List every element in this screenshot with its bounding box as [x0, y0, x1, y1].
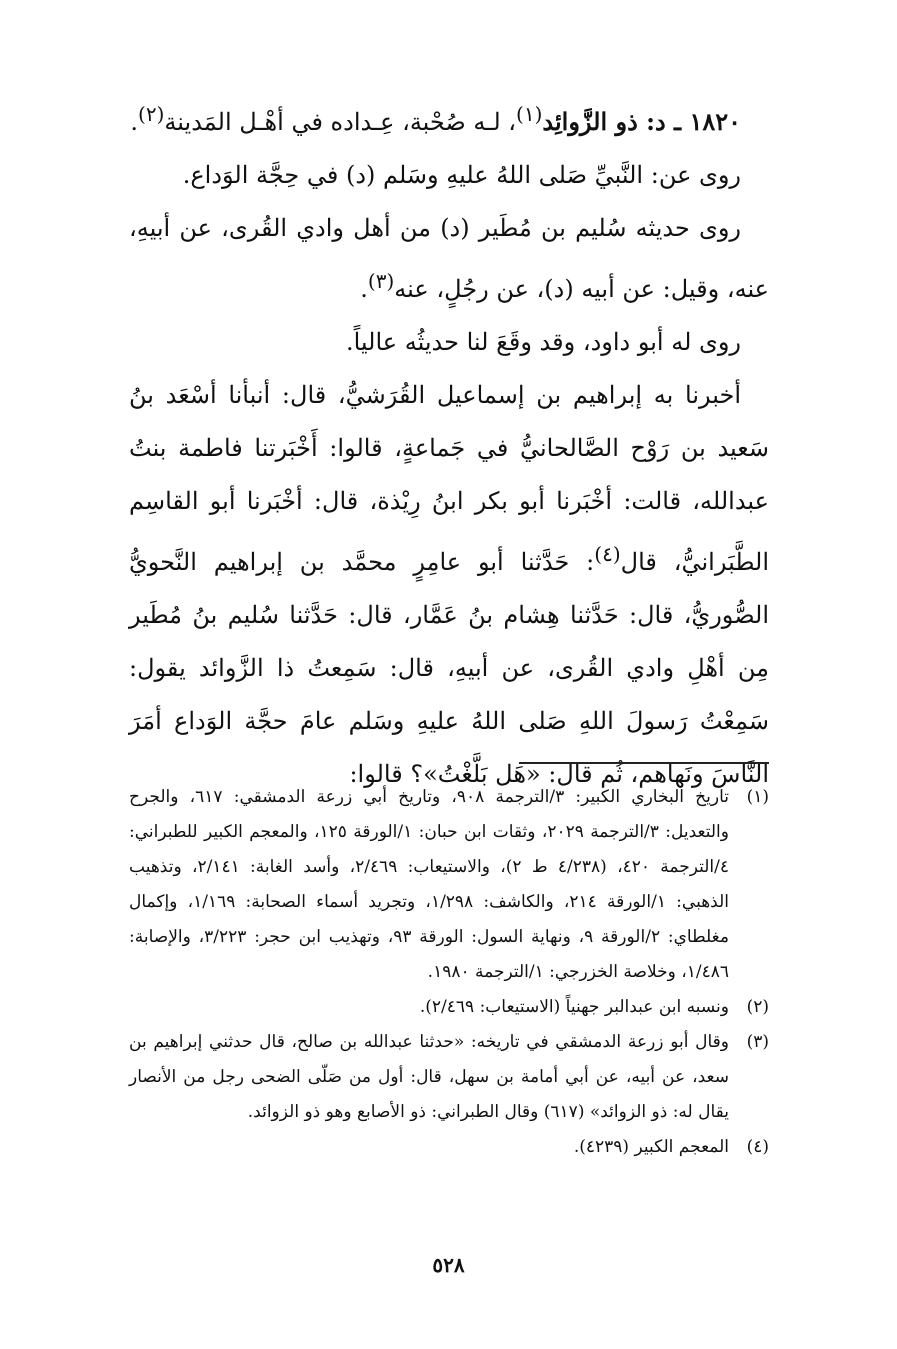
footnote-number: (١): [746, 787, 769, 807]
entry-heading: ١٨٢٠ ـ د: ذو الزَّوائِد: [542, 107, 741, 136]
footnote-text: ونسبه ابن عبدالبر جهنياً (الاستيعاب: ٢/٤٦٩).: [419, 997, 729, 1017]
footnote-text: تاريخ البخاري الكبير: ٣/الترجمة ٩٠٨، وتاريخ أبي زرعة الدمشقي: ٦١٧، والجرح والتعديل: ٣/الترجمة ٢٠٢٩، وثقات ابن حبان: ١/الورقة ١٢٥، والمعجم الكبير للطبراني: ٤/الترجمة ٤٢٠، (٤/٢٣٨ ط ٢)، والاستيعاب: ٢/٤٦٩، وأسد الغابة: ٢/١٤١، وتذهيب الذهبي: ١/الورقة ٢١٤، والكاشف: ١/٢٩٨، وتجريد أسماء الصحابة: ١/١٦٩، وإكمال مغلطاي: ٢/الورقة ٩، ونهاية السول: الورقة ٩٣، وتهذيب ابن حجر: ٣/٢٢٣، والإصابة: ١/٤٨٦، وخلاصة الخزرجي: ١/الترجمة ١٩٨٠.: [129, 787, 730, 982]
footnote-4: [129, 1130, 769, 1165]
footnote-3: [129, 1025, 769, 1130]
narrated-from-paragraph: روى عن: النَّبيِّ صَلى اللهُ عليهِ وسَلم (د) في حِجَّة الوَداع.: [182, 161, 741, 189]
narrators-paragraph: روى حديثه سُليم بن مُطَير (د) من أهل وادي القُرى، عن أبيهِ، عنه، وقيل: عن أبيه (د)، عن رجُلٍ، عنه$^{(٣)}$.: [129, 214, 769, 303]
footnote-separator: [519, 762, 769, 764]
footnote-text: وقال أبو زرعة الدمشقي في تاريخه: «حدثنا عبدالله بن صالح، قال حدثني إبراهيم بن سعد، عن أبيه، عن أبي أمامة بن سهل، قال: أول من صَلّى الضحى رجل من الأنصار يقال له: ذو الزوائد» (٦١٧) وقال الطبراني: ذو الأصابع وهو ذو الزوائد.: [129, 1032, 729, 1122]
footnote-text: المعجم الكبير (٤٢٣٩).: [573, 1137, 729, 1157]
footnote-marker-1: (١): [516, 102, 543, 126]
narrators-text: روى حديثه سُليم بن مُطَير (د) من أهل وادي القُرى، عن أبيهِ، عنه، وقيل: عن أبيه (د)، عن رجُلٍ، عنه: [129, 214, 769, 303]
footnote-number: (٤): [746, 1137, 769, 1157]
footnote-marker-3: (٣): [367, 269, 395, 293]
footnote-marker-2: (٢): [138, 102, 165, 126]
isnad-text-part-2: : حَدَّثنا أبو عامِرٍ محمَّد بن إبراهيم النَّحويُّ الصُّوريُّ، قال: حَدَّثنا هِشام بنُ عَمَّار، قال: حَدَّثنا سُليم بنُ مُطَير مِن أهْلِ وادي القُرى، عن أبيهِ، قال: سَمِعتُ ذا الزَّوائد يقول: سَمِعْتُ رَسولَ اللهِ صَلى اللهُ عليهِ وسَلم عامَ حجَّة الوَداع أمَرَ النَّاسَ ونَهاهم، ثُم قال: «هَل بَلَّغْتُ»؟ قالوا:: [129, 548, 769, 788]
footnote-number: (٢): [746, 997, 769, 1017]
footnote-number: (٣): [746, 1032, 769, 1052]
footnotes-section: [129, 780, 769, 1165]
footnote-1: [129, 780, 769, 990]
isnad-text-part-1: أخبرنا به إبراهيم بن إسماعيل القُرَشيُّ، قال: أنبأنا أسْعَد بنُ سَعيد بن رَوْح الصَّالحانيُّ في جَماعةٍ، قالوا: أَخْبَرتنا فاطمة بنتُ عبدالله، قالت: أخْبَرنا أبو بكر ابنُ رِيْذة، قال: أخْبَرنا أبو القاسِم الطَّبَرانيُّ، قال: [129, 381, 769, 576]
isnad-paragraph: [129, 369, 769, 801]
footnote-marker-4: (٤): [594, 542, 621, 566]
page-number: ٥٢٨: [432, 1253, 465, 1277]
entry-heading-rest: ، لـه صُحْبة، عِـداده في أهْـل المَدينة: [164, 108, 517, 136]
transmission-note-paragraph: روى له أبو داود، وقد وقَعَ لنا حديثُه عالياً.: [345, 328, 741, 356]
main-text: [129, 88, 769, 801]
entry-heading-paragraph: ١٨٢٠ ـ د: ذو الزَّوائِد$^{(١)}$، لـه صُحْبة، عِـداده في أهْـل المَدينة$^{(٢)}$.: [130, 102, 741, 136]
footnote-2: [129, 990, 769, 1025]
